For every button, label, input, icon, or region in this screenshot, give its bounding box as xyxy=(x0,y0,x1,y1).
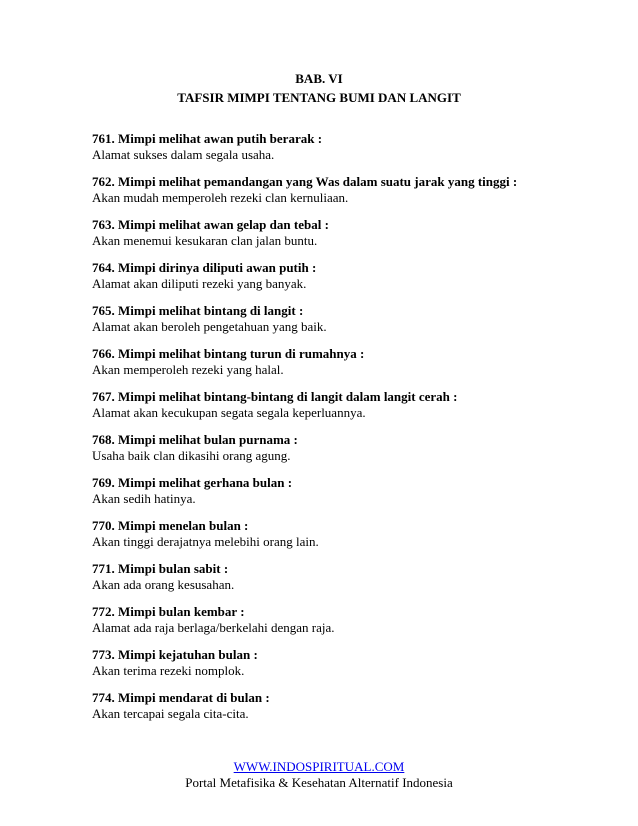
website-link[interactable]: WWW.INDOSPIRITUAL.COM xyxy=(233,759,405,774)
dream-meaning: Akan tinggi derajatnya melebihi orang lain. xyxy=(92,534,319,549)
dream-question: 769. Mimpi melihat gerhana bulan : xyxy=(92,475,293,490)
dream-meaning: Alamat akan beroleh pengetahuan yang baik. xyxy=(92,319,327,334)
dream-meaning: Akan mudah memperoleh rezeki clan kernuliaan. xyxy=(92,190,349,205)
dream-question: 772. Mimpi bulan kembar : xyxy=(92,604,245,619)
dream-question: 761. Mimpi melihat awan putih berarak : xyxy=(92,131,323,146)
dream-entry xyxy=(92,217,612,260)
dream-question: 764. Mimpi dirinya diliputi awan putih : xyxy=(92,260,317,275)
dream-entry xyxy=(92,174,612,217)
footer-subtitle: Portal Metafisika & Kesehatan Alternatif Indonesia xyxy=(185,775,453,790)
dream-question: 765. Mimpi melihat bintang di langit : xyxy=(92,303,304,318)
dream-meaning: Akan menemui kesukaran clan jalan buntu. xyxy=(92,233,318,248)
dream-meaning: Alamat akan diliputi rezeki yang banyak. xyxy=(92,276,307,291)
dream-meaning: Akan sedih hatinya. xyxy=(92,491,196,506)
dream-meaning: Alamat akan kecukupan segata segala keperluannya. xyxy=(92,405,366,420)
dream-entry xyxy=(92,475,612,518)
dream-question: 766. Mimpi melihat bintang turun di rumahnya : xyxy=(92,346,365,361)
dream-entry xyxy=(92,604,612,647)
dream-meaning: Usaha baik clan dikasihi orang agung. xyxy=(92,448,291,463)
chapter-title: TAFSIR MIMPI TENTANG BUMI DAN LANGIT xyxy=(177,90,461,105)
dream-entry xyxy=(92,647,612,690)
dream-question: 763. Mimpi melihat awan gelap dan tebal : xyxy=(92,217,329,232)
dream-question: 773. Mimpi kejatuhan bulan : xyxy=(92,647,258,662)
chapter-number: BAB. VI xyxy=(295,71,343,86)
dream-entry xyxy=(92,260,612,303)
dream-entry-list xyxy=(92,131,612,733)
dream-meaning: Alamat sukses dalam segala usaha. xyxy=(92,147,275,162)
dream-entry xyxy=(92,303,612,346)
dream-question: 771. Mimpi bulan sabit : xyxy=(92,561,229,576)
dream-meaning: Akan memperoleh rezeki yang halal. xyxy=(92,362,284,377)
dream-question: 774. Mimpi mendarat di bulan : xyxy=(92,690,270,705)
dream-entry xyxy=(92,432,612,475)
dream-meaning: Akan terima rezeki nomplok. xyxy=(92,663,245,678)
dream-entry xyxy=(92,389,612,432)
dream-question: 770. Mimpi menelan bulan : xyxy=(92,518,249,533)
dream-entry xyxy=(92,561,612,604)
dream-meaning: Alamat ada raja berlaga/berkelahi dengan raja. xyxy=(92,620,335,635)
dream-meaning: Akan ada orang kesusahan. xyxy=(92,577,235,592)
dream-entry xyxy=(92,518,612,561)
dream-question: 768. Mimpi melihat bulan purnama : xyxy=(92,432,298,447)
dream-question: 767. Mimpi melihat bintang-bintang di langit dalam langit cerah : xyxy=(92,389,458,404)
dream-meaning: Akan tercapai segala cita-cita. xyxy=(92,706,249,721)
dream-entry xyxy=(92,346,612,389)
dream-question: 762. Mimpi melihat pemandangan yang Was dalam suatu jarak yang tinggi : xyxy=(92,174,518,189)
dream-entry xyxy=(92,690,612,733)
dream-entry xyxy=(92,131,612,174)
